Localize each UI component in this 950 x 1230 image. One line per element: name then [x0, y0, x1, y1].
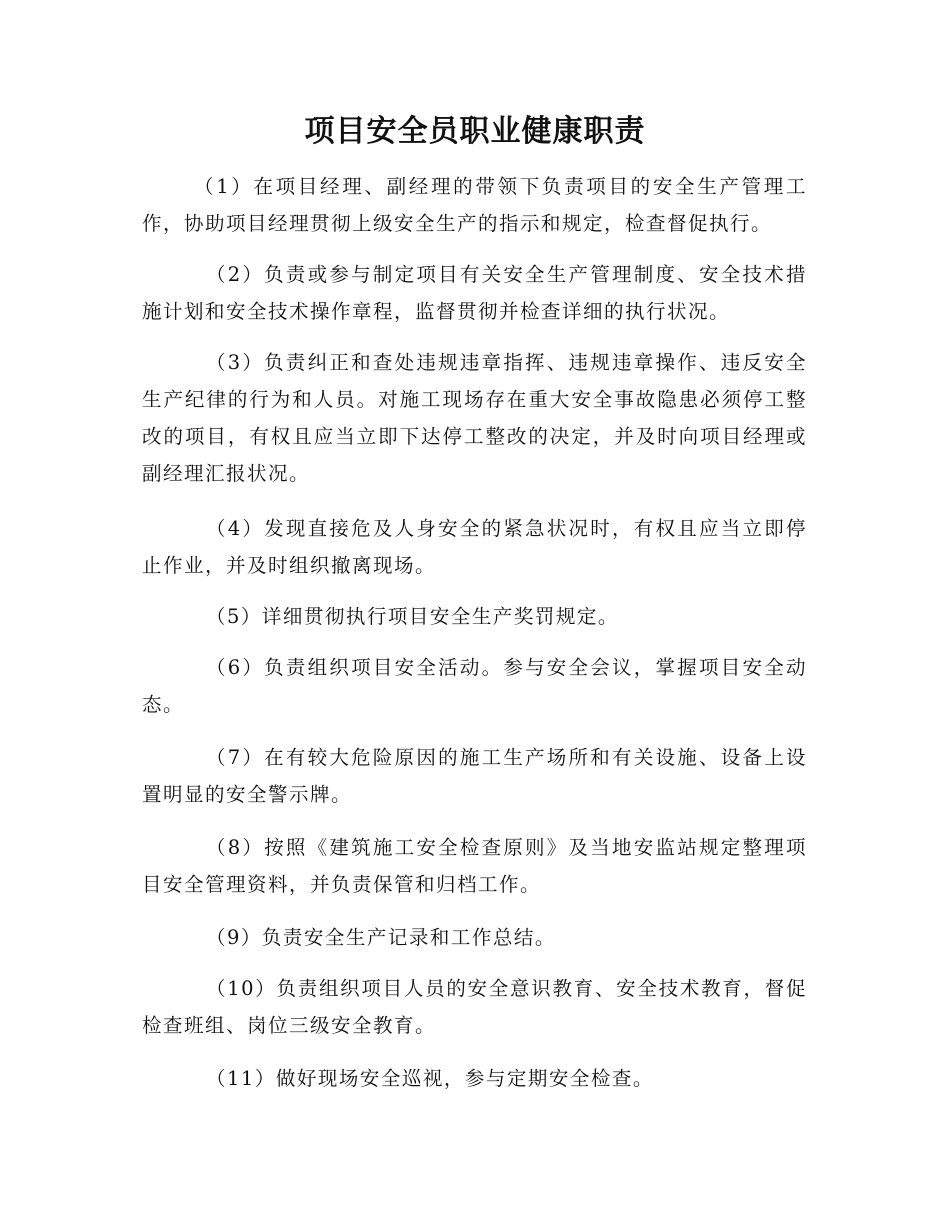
- paragraph-7: （7）在有较大危险原因的施工生产场所和有关设施、设备上设置明显的安全警示牌。: [142, 746, 807, 806]
- paragraph-10: （10）负责组织项目人员的安全意识教育、安全技术教育，督促检查班组、岗位三级安全教育。: [142, 977, 807, 1037]
- paragraph-2: （2）负责或参与制定项目有关安全生产管理制度、安全技术措施计划和安全技术操作章程，监督贯彻并检查详细的执行状况。: [142, 263, 807, 323]
- paragraph-5: （5）详细贯彻执行项目安全生产奖罚规定。: [206, 605, 619, 628]
- paragraph-9: （9）负责安全生产记录和工作总结。: [206, 926, 556, 949]
- paragraph-11: （11）做好现场安全巡视，参与定期安全检查。: [206, 1067, 654, 1090]
- document-title: 项目安全员职业健康职责: [304, 114, 646, 149]
- paragraph-3: （3）负责纠正和查处违规违章指挥、违规违章操作、违反安全生产纪律的行为和人员。对施工现场存在重大安全事故隐患必须停工整改的项目，有权且应当立即下达停工整改的决定，并及时向项目经理或副经理汇报状况。: [142, 351, 807, 485]
- paragraph-8: （8）按照《建筑施工安全检查原则》及当地安监站规定整理项目安全管理资料，并负责保管和归档工作。: [142, 836, 807, 896]
- paragraph-4: （4）发现直接危及人身安全的紧急状况时，有权且应当立即停止作业，并及时组织撤离现场。: [142, 517, 807, 577]
- paragraph-6: （6）负责组织项目安全活动。参与安全会议，掌握项目安全动态。: [142, 656, 807, 716]
- paragraph-1: （1）在项目经理、副经理的带领下负责项目的安全生产管理工作，协助项目经理贯彻上级安全生产的指示和规定，检查督促执行。: [142, 175, 807, 235]
